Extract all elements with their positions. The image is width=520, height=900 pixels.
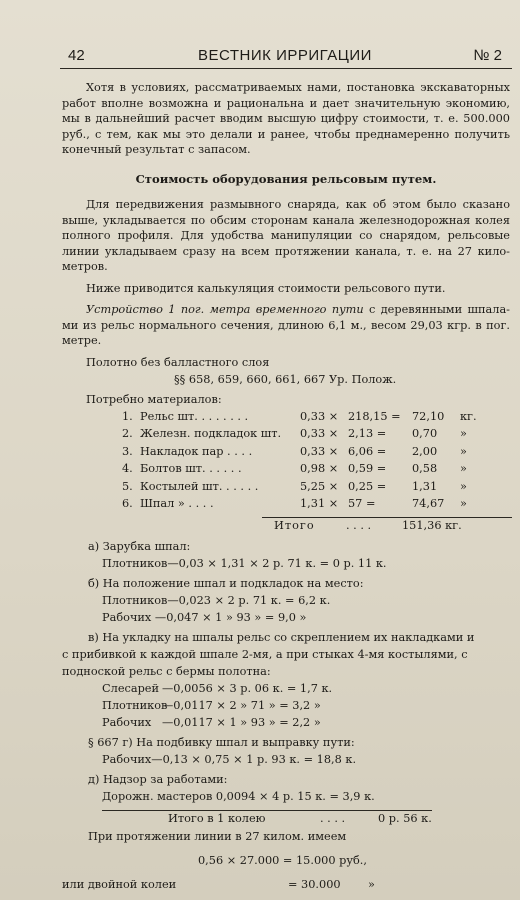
section-d-line: Дорожн. мастеров 0,0094 × 4 р. 15 к. = 3,9 к. <box>102 789 375 803</box>
double-track-line: или двойной колеи = 30.000 » <box>62 877 375 891</box>
intro-paragraph: Хотя в условиях, рассматриваемых нами, постановка экскаваторных работ вполне возможна и рациональна и дает значительную экономию, мы в дальнейший расчет вводим высшую цифру стоимости, т. е. 500.000 руб., с тем, как мы это делали и ранее, чтобы преднамеренно получить конечный результат с запасом. <box>62 81 510 156</box>
section-c-continued: с прибивкой к каждой шпале 2-мя, а при стыках 4-мя костылями, с <box>62 647 468 661</box>
journal-title: ВЕСТНИК ИРРИГАЦИИ <box>198 47 372 64</box>
list-item: 2. Железн. подкладок шт. 0,33 × 2,13 = 0,70 » <box>122 427 467 440</box>
rail-paragraph: Для передвижения размывного снаряда, как об этом было сказано выше, укладывается по обсим сторонам канала железнодорожная колея полного профиля. Для удобства манипуляции со снарядом, рельсовые линии укладываем сразу на всем протяжении канала, т. е. на 27 кило- метров. <box>62 198 510 273</box>
issue-number: № 2 <box>473 47 502 64</box>
materials-label: Потребно материалов: <box>86 392 222 406</box>
materials-total: Итого . . . . 151,36 кг. <box>274 518 462 532</box>
section-b-title: б) На положение шпал и подкладок на место: <box>88 576 364 590</box>
page-number: 42 <box>68 47 85 64</box>
table-row: Плотников —0,0117 × 2 » 71 » = 3,2 » <box>102 698 321 712</box>
section-c-title: в) На укладку на шпалы рельс со скреплением их накладками и <box>88 630 475 644</box>
section-title: Стоимость оборудования рельсовым путем. <box>135 171 437 186</box>
section-a-title: а) Зарубка шпал: <box>88 539 191 553</box>
final-line: При протяжении линии в 27 килом. имеем <box>88 829 347 843</box>
table-row: Слесарей —0,0056 × 3 р. 06 к. = 1,7 к. <box>102 681 333 695</box>
list-item: 5. Костылей шт. . . . . . 5,25 × 0,25 = 1,31 » <box>122 479 467 493</box>
section-d-title: д) Надзор за работами: <box>88 772 228 786</box>
table-row: Рабочих —0,0117 × 1 » 93 » = 2,2 » <box>102 715 321 729</box>
section-g-line: Рабочих—0,13 × 0,75 × 1 р. 93 к. = 18,8 к. <box>102 752 357 766</box>
ballast-label: Полотно без балластного слоя <box>86 355 270 369</box>
final-formula: 0,56 × 27.000 = 15.000 руб., <box>198 853 367 867</box>
list-item: 1. Рельс шт. . . . . . . . 0,33 × 218,15 = 72,10 кг. <box>122 409 477 423</box>
list-item: 4. Болтов шт. . . . . . 0,98 × 0,59 = 0,58 » <box>122 462 467 475</box>
page-content <box>62 80 510 895</box>
section-a-line: Плотников—0,03 × 1,31 × 2 р. 71 к. = 0 р. 11 к. <box>102 556 387 570</box>
construction-paragraph: Устройство 1 пог. метра временного пути с деревянными шпала- ми из рельс нормального сечения, длиною 6,1 м., весом 29,03 кгр. в пог. метре. <box>62 303 510 347</box>
track-total: Итого в 1 колею . . . . 0 р. 56 к. <box>168 811 432 825</box>
calc-intro: Ниже приводится калькуляция стоимости рельсового пути. <box>86 281 446 295</box>
materials-list <box>62 409 510 514</box>
page-header <box>60 48 510 66</box>
regulation-refs: §§ 658, 659, 660, 661, 667 Ур. Полож. <box>174 372 397 386</box>
header-rule <box>60 68 512 69</box>
section-b-line: Плотников—0,023 × 2 р. 71 к. = 6,2 к. <box>102 593 331 607</box>
section-b-line: Рабочих —0,047 × 1 » 93 » = 9,0 » <box>102 610 307 624</box>
list-item: 6. Шпал » . . . . 1,31 × 57 = 74,67 » <box>122 497 467 510</box>
list-item: 3. Накладок пар . . . . 0,33 × 6,06 = 2,00 » <box>122 444 467 458</box>
section-c-continued: подноской рельс с бермы полотна: <box>62 664 271 678</box>
section-g-title: § 667 г) На подбивку шпал и выправку пути: <box>88 735 355 749</box>
